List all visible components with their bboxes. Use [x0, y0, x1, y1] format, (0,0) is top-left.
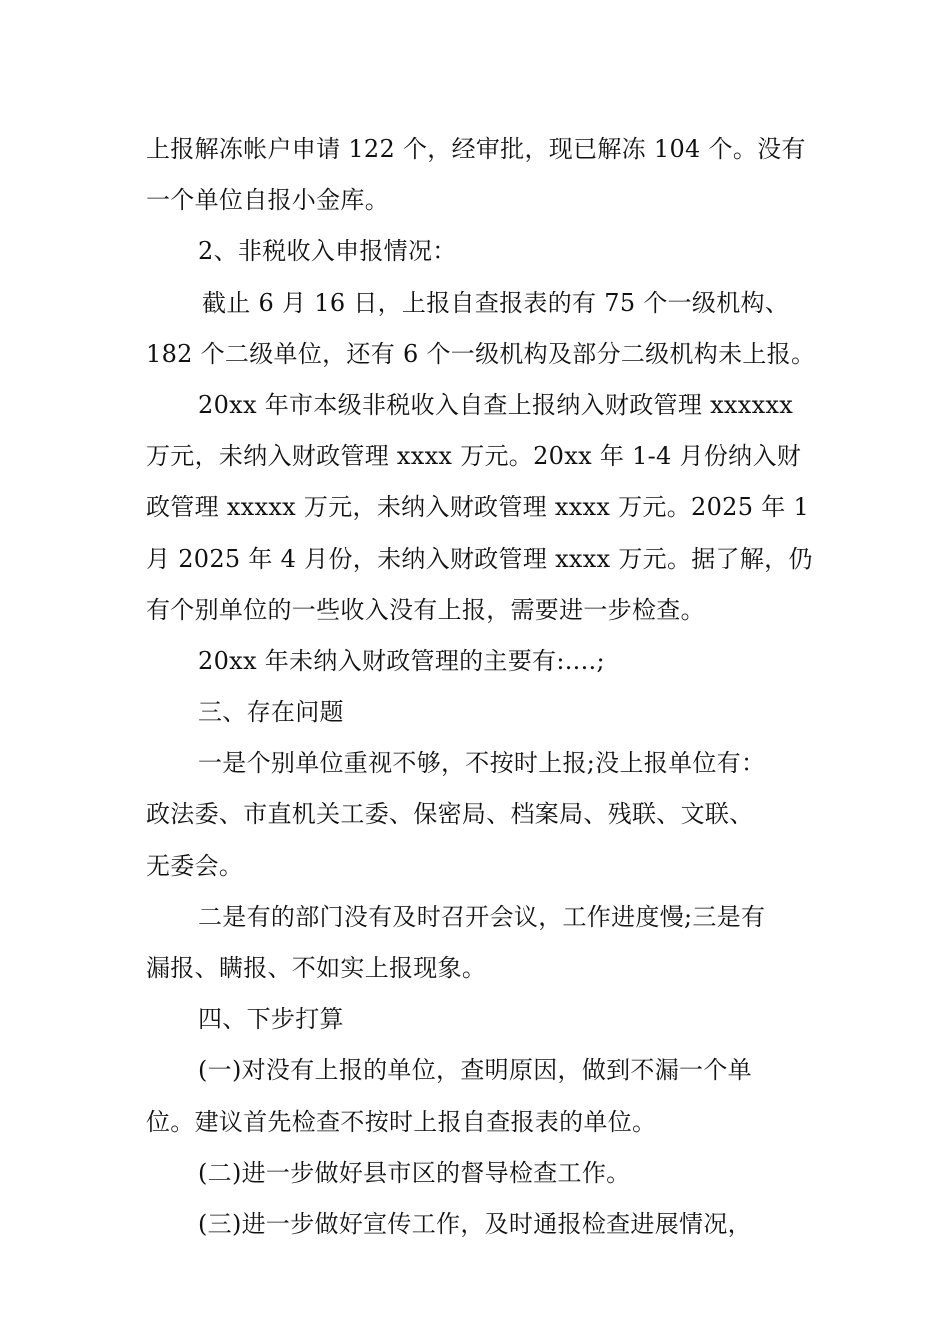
- text-line: 截止 6 月 16 日，上报自查报表的有 75 个一级机构、: [202, 288, 790, 317]
- text-line: 上报解冻帐户申请 122 个，经审批，现已解冻 104 个。没有: [146, 135, 806, 163]
- text-line: 漏报、瞒报、不如实上报现象。: [146, 954, 487, 982]
- text-line: 20xx 年未纳入财政管理的主要有:....;: [198, 646, 605, 675]
- document-body: [146, 124, 836, 1250]
- text-line: 政管理 xxxxx 万元，未纳入财政管理 xxxx 万元。2025 年 1: [146, 493, 810, 522]
- text-line: (一)对没有上报的单位，查明原因，做到不漏一个单: [198, 1056, 752, 1085]
- text-line: (三)进一步做好宣传工作，及时通报检查进展情况，: [198, 1209, 752, 1238]
- text-line: 20xx 年市本级非税收入自查上报纳入财政管理 xxxxxx: [198, 390, 794, 419]
- section-heading: 2、非税收入申报情况：: [198, 237, 457, 266]
- text-line: 政法委、市直机关工委、保密局、档案局、残联、文联、: [146, 800, 754, 829]
- text-line: 有个别单位的一些收入没有上报，需要进一步检查。: [146, 595, 705, 624]
- text-line: 182 个二级单位，还有 6 个一级机构及部分二级机构未上报。: [146, 339, 816, 368]
- text-line: 位。建议首先检查不按时上报自查报表的单位。: [146, 1107, 657, 1136]
- text-line: 一个单位自报小金库。: [146, 186, 389, 215]
- section-heading: 四、下步打算: [198, 1005, 344, 1034]
- text-line: 无委会。: [146, 851, 244, 880]
- section-heading: 三、存在问题: [198, 698, 344, 727]
- text-line: 月 2025 年 4 月份，未纳入财政管理 xxxx 万元。据了解，仍: [146, 544, 813, 573]
- text-line: 二是有的部门没有及时召开会议，工作进度慢;三是有: [198, 902, 766, 931]
- text-line: (二)进一步做好县市区的督导检查工作。: [198, 1158, 631, 1187]
- text-line: 万元，未纳入财政管理 xxxx 万元。20xx 年 1-4 月份纳入财: [146, 442, 802, 471]
- text-line: 一是个别单位重视不够，不按时上报;没上报单位有：: [198, 749, 766, 778]
